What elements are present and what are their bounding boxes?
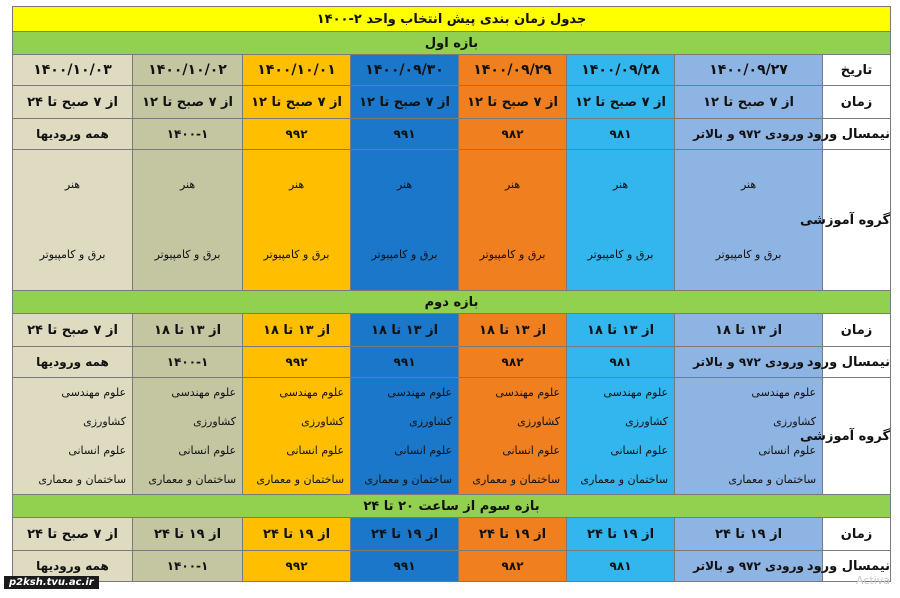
time-row-cell: از ۷ صبح تا ۲۴ — [13, 518, 133, 551]
group-name: هنر — [612, 178, 629, 191]
group-name: ساختمان و معماری — [256, 473, 345, 486]
semester-row-cell: ۹۹۱ — [351, 119, 459, 150]
semester-row-cell: ۱۴۰۰-۱ — [133, 347, 243, 378]
group-name: علوم انسانی — [178, 444, 237, 457]
group-cell — [133, 150, 243, 291]
semester-row-cell: همه ورودیها — [13, 119, 133, 150]
time-row-cell: از ۷ صبح تا ۲۴ — [13, 86, 133, 119]
group-name: هنر — [64, 178, 81, 191]
semester-row-cell: ۹۹۲ — [243, 551, 351, 582]
group-name: کشاورزی — [301, 415, 345, 428]
row-label: زمان — [823, 518, 891, 551]
group-name: کشاورزی — [409, 415, 453, 428]
group-name: هنر — [504, 178, 521, 191]
time-row-cell: از ۱۹ تا ۲۴ — [133, 518, 243, 551]
group-name: علوم مهندسی — [751, 386, 817, 399]
semester-row-cell: ۹۸۱ — [567, 347, 675, 378]
row-label: نیمسال ورود — [823, 347, 891, 378]
group-name: کشاورزی — [517, 415, 561, 428]
time-row-cell: از ۷ صبح تا ۱۲ — [351, 86, 459, 119]
group-name: برق و کامپیوتر — [154, 248, 221, 261]
group-name: علوم انسانی — [68, 444, 127, 457]
section-title: بازه اول — [13, 32, 891, 55]
group-name: علوم انسانی — [502, 444, 561, 457]
semester-row-cell: همه ورودیها — [13, 347, 133, 378]
row-label: نیمسال ورود — [823, 119, 891, 150]
semester-row-cell: ۹۹۲ — [243, 119, 351, 150]
group-name: کشاورزی — [193, 415, 237, 428]
group-name: ساختمان و معماری — [580, 473, 669, 486]
semester-row-cell: ۹۸۲ — [459, 347, 567, 378]
section-row — [13, 495, 891, 518]
semester-row-cell: ۹۹۱ — [351, 347, 459, 378]
row-label: زمان — [823, 314, 891, 347]
group-cell — [459, 150, 567, 291]
row-label: گروه آموزشی — [823, 378, 891, 495]
time-row-cell: از ۷ صبح تا ۱۲ — [243, 86, 351, 119]
group-name: برق و کامپیوتر — [479, 248, 546, 261]
date-row-cell: ۱۴۰۰/۰۹/۲۸ — [567, 55, 675, 86]
group-name: ساختمان و معماری — [148, 473, 237, 486]
time-row-cell: از ۷ صبح تا ۱۲ — [459, 86, 567, 119]
time-row-cell: از ۱۳ تا ۱۸ — [351, 314, 459, 347]
group-name: ساختمان و معماری — [728, 473, 817, 486]
group-cell — [675, 378, 823, 495]
time-row-cell: از ۱۳ تا ۱۸ — [133, 314, 243, 347]
group-name: هنر — [740, 178, 757, 191]
time-row-cell: از ۱۳ تا ۱۸ — [243, 314, 351, 347]
semester-row-cell: ۱۴۰۰-۱ — [133, 551, 243, 582]
semester-row — [13, 119, 891, 150]
time-row — [13, 86, 891, 119]
group-name: علوم مهندسی — [61, 386, 127, 399]
group-name: برق و کامپیوتر — [39, 248, 106, 261]
date-row-cell: ۱۴۰۰/۱۰/۰۱ — [243, 55, 351, 86]
group-name: علوم انسانی — [394, 444, 453, 457]
semester-row-cell: ۱۴۰۰-۱ — [133, 119, 243, 150]
semester-row — [13, 347, 891, 378]
section-row — [13, 32, 891, 55]
row-label: نیمسال ورود — [823, 551, 891, 582]
semester-row-cell: ورودی ۹۷۲ و بالاتر — [675, 119, 823, 150]
group-name: علوم مهندسی — [279, 386, 345, 399]
time-row-cell: از ۱۳ تا ۱۸ — [567, 314, 675, 347]
group-name: علوم مهندسی — [171, 386, 237, 399]
time-row-cell: از ۱۹ تا ۲۴ — [351, 518, 459, 551]
date-row-cell: ۱۴۰۰/۱۰/۰۲ — [133, 55, 243, 86]
time-row-cell: از ۷ صبح تا ۱۲ — [675, 86, 823, 119]
group-name: علوم مهندسی — [387, 386, 453, 399]
semester-row-cell: ۹۸۱ — [567, 119, 675, 150]
group-name: علوم انسانی — [610, 444, 669, 457]
group-name: علوم مهندسی — [603, 386, 669, 399]
time-row-cell: از ۷ صبح تا ۱۲ — [567, 86, 675, 119]
group-name: هنر — [179, 178, 196, 191]
group-cell — [243, 150, 351, 291]
group-name: برق و کامپیوتر — [715, 248, 782, 261]
group-cell — [567, 378, 675, 495]
activation-overlay-text: Activa — [856, 574, 890, 587]
semester-row — [13, 551, 891, 582]
time-row — [13, 518, 891, 551]
group-name: ساختمان و معماری — [38, 473, 127, 486]
schedule-sheet — [12, 6, 890, 582]
schedule-body — [13, 7, 891, 582]
date-row-cell: ۱۴۰۰/۰۹/۲۹ — [459, 55, 567, 86]
section-title: بازه سوم از ساعت ۲۰ تا ۲۴ — [13, 495, 891, 518]
semester-row-cell: ورودی ۹۷۲ و بالاتر — [675, 347, 823, 378]
time-row-cell: از ۱۹ تا ۲۴ — [567, 518, 675, 551]
group-row — [13, 150, 891, 291]
group-cell — [351, 150, 459, 291]
group-name: هنر — [396, 178, 413, 191]
time-row-cell: از ۱۳ تا ۱۸ — [459, 314, 567, 347]
time-row-cell: از ۱۳ تا ۱۸ — [675, 314, 823, 347]
time-row-cell: از ۱۹ تا ۲۴ — [243, 518, 351, 551]
time-row-cell: از ۱۹ تا ۲۴ — [459, 518, 567, 551]
date-row-cell: ۱۴۰۰/۰۹/۲۷ — [675, 55, 823, 86]
group-cell — [13, 378, 133, 495]
group-name: کشاورزی — [83, 415, 127, 428]
group-name: علوم انسانی — [286, 444, 345, 457]
group-cell — [13, 150, 133, 291]
group-cell — [243, 378, 351, 495]
row-label: تاریخ — [823, 55, 891, 86]
group-row — [13, 378, 891, 495]
site-watermark: p2ksh.tvu.ac.ir — [4, 576, 99, 589]
semester-row-cell: همه ورودیها — [13, 551, 133, 582]
group-name: هنر — [288, 178, 305, 191]
table-title: جدول زمان بندی پیش انتخاب واحد ۲-۱۴۰۰ — [13, 7, 891, 32]
group-name: برق و کامپیوتر — [371, 248, 438, 261]
section-row — [13, 291, 891, 314]
row-label: زمان — [823, 86, 891, 119]
group-cell — [567, 150, 675, 291]
group-name: ساختمان و معماری — [364, 473, 453, 486]
group-name: کشاورزی — [773, 415, 817, 428]
semester-row-cell: ۹۸۲ — [459, 551, 567, 582]
group-name: ساختمان و معماری — [472, 473, 561, 486]
semester-row-cell: ۹۹۱ — [351, 551, 459, 582]
schedule-table — [12, 6, 891, 582]
time-row-cell: از ۱۹ تا ۲۴ — [675, 518, 823, 551]
time-row-cell: از ۷ صبح تا ۲۴ — [13, 314, 133, 347]
group-name: برق و کامپیوتر — [587, 248, 654, 261]
semester-row-cell: ورودی ۹۷۲ و بالاتر — [675, 551, 823, 582]
time-row — [13, 314, 891, 347]
group-cell — [459, 378, 567, 495]
semester-row-cell: ۹۹۲ — [243, 347, 351, 378]
semester-row-cell: ۹۸۲ — [459, 119, 567, 150]
group-cell — [351, 378, 459, 495]
date-row — [13, 55, 891, 86]
semester-row-cell: ۹۸۱ — [567, 551, 675, 582]
group-name: علوم مهندسی — [495, 386, 561, 399]
group-name: کشاورزی — [625, 415, 669, 428]
row-label: گروه آموزشی — [823, 150, 891, 291]
date-row-cell: ۱۴۰۰/۱۰/۰۳ — [13, 55, 133, 86]
group-name: علوم انسانی — [758, 444, 817, 457]
group-name: برق و کامپیوتر — [263, 248, 330, 261]
group-cell — [133, 378, 243, 495]
time-row-cell: از ۷ صبح تا ۱۲ — [133, 86, 243, 119]
section-title: بازه دوم — [13, 291, 891, 314]
date-row-cell: ۱۴۰۰/۰۹/۳۰ — [351, 55, 459, 86]
